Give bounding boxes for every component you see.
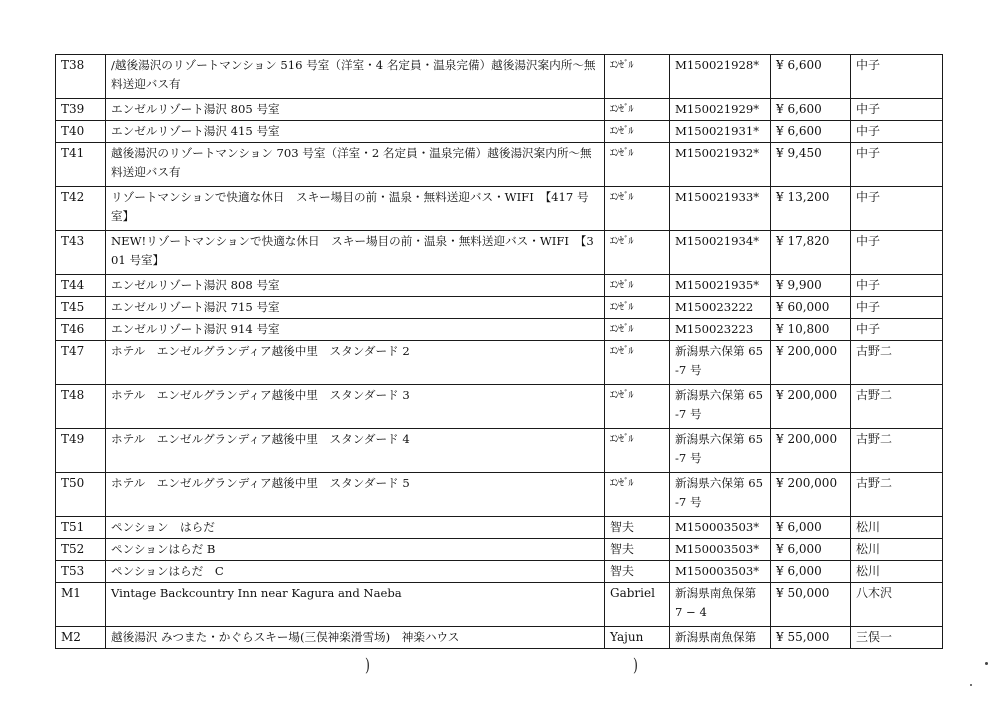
scan-speck bbox=[985, 662, 988, 665]
table-row bbox=[56, 539, 943, 561]
row-name: エンゼルリゾート湯沢 415 号室 bbox=[106, 121, 605, 143]
row-host: ｴﾝｾﾞﾙ bbox=[605, 297, 670, 319]
table-row bbox=[56, 385, 943, 429]
row-license-id: M150021935* bbox=[670, 275, 771, 297]
table-row bbox=[56, 561, 943, 583]
row-license-id: M150021934* bbox=[670, 231, 771, 275]
row-name: エンゼルリゾート湯沢 805 号室 bbox=[106, 99, 605, 121]
row-contact: 中子 bbox=[851, 297, 943, 319]
row-license-id: M150021932* bbox=[670, 143, 771, 187]
row-name: ペンションはらだ B bbox=[106, 539, 605, 561]
row-host: ｴﾝｾﾞﾙ bbox=[605, 231, 670, 275]
row-contact: 八木沢 bbox=[851, 583, 943, 627]
row-host: ｴﾝｾﾞﾙ bbox=[605, 473, 670, 517]
row-contact: 松川 bbox=[851, 561, 943, 583]
row-code: T45 bbox=[56, 297, 106, 319]
row-price: ¥ 6,000 bbox=[771, 539, 851, 561]
scan-mark-left: ) bbox=[365, 655, 370, 676]
row-license-id: 新潟県六保第 65-7 号 bbox=[670, 429, 771, 473]
row-contact: 古野二 bbox=[851, 429, 943, 473]
listing-table bbox=[55, 54, 943, 649]
row-name: ペンション はらだ bbox=[106, 517, 605, 539]
row-name: ホテル エンゼルグランディア越後中里 スタンダード 2 bbox=[106, 341, 605, 385]
row-name: ホテル エンゼルグランディア越後中里 スタンダード 5 bbox=[106, 473, 605, 517]
table-row bbox=[56, 275, 943, 297]
row-code: T52 bbox=[56, 539, 106, 561]
row-price: ¥ 200,000 bbox=[771, 385, 851, 429]
row-name: Vintage Backcountry Inn near Kagura and Naeba bbox=[106, 583, 605, 627]
row-name: 越後湯沢 みつまた・かぐらスキー場(三俣神楽滑雪场) 神楽ハウス bbox=[106, 627, 605, 649]
row-code: T53 bbox=[56, 561, 106, 583]
row-license-id: M150023222 bbox=[670, 297, 771, 319]
row-name: NEW!リゾートマンションで快適な休日 スキー場目の前・温泉・無料送迎バス・WIFI 【301 号室】 bbox=[106, 231, 605, 275]
row-price: ¥ 9,900 bbox=[771, 275, 851, 297]
table-body bbox=[56, 55, 943, 649]
row-contact: 古野二 bbox=[851, 385, 943, 429]
row-license-id: 新潟県六保第 65-7 号 bbox=[670, 385, 771, 429]
row-host: 智夫 bbox=[605, 539, 670, 561]
row-host: 智夫 bbox=[605, 561, 670, 583]
row-host: Gabriel bbox=[605, 583, 670, 627]
row-price: ¥ 6,600 bbox=[771, 99, 851, 121]
row-contact: 中子 bbox=[851, 55, 943, 99]
row-price: ¥ 55,000 bbox=[771, 627, 851, 649]
table-row bbox=[56, 297, 943, 319]
row-price: ¥ 200,000 bbox=[771, 473, 851, 517]
row-license-id: M150021928* bbox=[670, 55, 771, 99]
row-contact: 中子 bbox=[851, 231, 943, 275]
row-contact: 古野二 bbox=[851, 473, 943, 517]
row-price: ¥ 9,450 bbox=[771, 143, 851, 187]
row-price: ¥ 6,000 bbox=[771, 517, 851, 539]
row-price: ¥ 50,000 bbox=[771, 583, 851, 627]
row-name: /越後湯沢のリゾートマンション 516 号室（洋室・4 名定員・温泉完備）越後湯沢案内所〜無料送迎バス有 bbox=[106, 55, 605, 99]
table-row bbox=[56, 55, 943, 99]
row-host: ｴﾝｾﾞﾙ bbox=[605, 429, 670, 473]
table-row bbox=[56, 99, 943, 121]
table-row bbox=[56, 517, 943, 539]
row-code: T46 bbox=[56, 319, 106, 341]
row-license-id: M150003503* bbox=[670, 517, 771, 539]
row-host: ｴﾝｾﾞﾙ bbox=[605, 99, 670, 121]
row-price: ¥ 6,600 bbox=[771, 55, 851, 99]
row-host: Yajun bbox=[605, 627, 670, 649]
row-code: M1 bbox=[56, 583, 106, 627]
row-code: T48 bbox=[56, 385, 106, 429]
row-contact: 中子 bbox=[851, 319, 943, 341]
row-license-id: M150023223 bbox=[670, 319, 771, 341]
row-license-id: 新潟県南魚保第 7 − 4 bbox=[670, 583, 771, 627]
row-license-id: M150021933* bbox=[670, 187, 771, 231]
row-license-id: 新潟県六保第 65-7 号 bbox=[670, 473, 771, 517]
row-price: ¥ 17,820 bbox=[771, 231, 851, 275]
row-name: エンゼルリゾート湯沢 715 号室 bbox=[106, 297, 605, 319]
row-host: ｴﾝｾﾞﾙ bbox=[605, 385, 670, 429]
row-code: T44 bbox=[56, 275, 106, 297]
row-contact: 松川 bbox=[851, 517, 943, 539]
scan-mark-right: ) bbox=[633, 655, 638, 676]
row-host: ｴﾝｾﾞﾙ bbox=[605, 187, 670, 231]
row-host: ｴﾝｾﾞﾙ bbox=[605, 121, 670, 143]
row-name: エンゼルリゾート湯沢 808 号室 bbox=[106, 275, 605, 297]
row-code: T41 bbox=[56, 143, 106, 187]
row-price: ¥ 10,800 bbox=[771, 319, 851, 341]
row-license-id: M150021929* bbox=[670, 99, 771, 121]
row-contact: 松川 bbox=[851, 539, 943, 561]
row-code: T40 bbox=[56, 121, 106, 143]
row-host: ｴﾝｾﾞﾙ bbox=[605, 143, 670, 187]
row-code: T47 bbox=[56, 341, 106, 385]
row-license-id: M150021931* bbox=[670, 121, 771, 143]
row-host: 智夫 bbox=[605, 517, 670, 539]
row-license-id: M150003503* bbox=[670, 561, 771, 583]
row-price: ¥ 13,200 bbox=[771, 187, 851, 231]
row-contact: 中子 bbox=[851, 275, 943, 297]
row-name: ホテル エンゼルグランディア越後中里 スタンダード 3 bbox=[106, 385, 605, 429]
row-name: ホテル エンゼルグランディア越後中里 スタンダード 4 bbox=[106, 429, 605, 473]
row-license-id: M150003503* bbox=[670, 539, 771, 561]
row-host: ｴﾝｾﾞﾙ bbox=[605, 341, 670, 385]
table-row bbox=[56, 231, 943, 275]
row-name: リゾートマンションで快適な休日 スキー場目の前・温泉・無料送迎バス・WIFI 【417 号室】 bbox=[106, 187, 605, 231]
row-price: ¥ 6,600 bbox=[771, 121, 851, 143]
row-contact: 三俣一 bbox=[851, 627, 943, 649]
row-contact: 古野二 bbox=[851, 341, 943, 385]
scan-speck bbox=[970, 684, 972, 686]
row-code: T38 bbox=[56, 55, 106, 99]
row-code: T43 bbox=[56, 231, 106, 275]
row-name: 越後湯沢のリゾートマンション 703 号室（洋室・2 名定員・温泉完備）越後湯沢案内所〜無料送迎バス有 bbox=[106, 143, 605, 187]
table-row bbox=[56, 583, 943, 627]
table-row bbox=[56, 473, 943, 517]
row-host: ｴﾝｾﾞﾙ bbox=[605, 275, 670, 297]
row-contact: 中子 bbox=[851, 99, 943, 121]
row-price: ¥ 200,000 bbox=[771, 341, 851, 385]
table-row bbox=[56, 429, 943, 473]
table-row bbox=[56, 627, 943, 649]
row-license-id: 新潟県南魚保第 bbox=[670, 627, 771, 649]
row-price: ¥ 6,000 bbox=[771, 561, 851, 583]
row-name: エンゼルリゾート湯沢 914 号室 bbox=[106, 319, 605, 341]
row-code: T49 bbox=[56, 429, 106, 473]
row-name: ペンションはらだ C bbox=[106, 561, 605, 583]
row-code: T42 bbox=[56, 187, 106, 231]
row-code: T50 bbox=[56, 473, 106, 517]
row-host: ｴﾝｾﾞﾙ bbox=[605, 319, 670, 341]
row-code: M2 bbox=[56, 627, 106, 649]
table-row bbox=[56, 121, 943, 143]
table-row bbox=[56, 319, 943, 341]
table-row bbox=[56, 341, 943, 385]
row-price: ¥ 200,000 bbox=[771, 429, 851, 473]
row-contact: 中子 bbox=[851, 121, 943, 143]
row-host: ｴﾝｾﾞﾙ bbox=[605, 55, 670, 99]
row-code: T51 bbox=[56, 517, 106, 539]
row-contact: 中子 bbox=[851, 187, 943, 231]
row-code: T39 bbox=[56, 99, 106, 121]
row-price: ¥ 60,000 bbox=[771, 297, 851, 319]
table-row bbox=[56, 143, 943, 187]
row-contact: 中子 bbox=[851, 143, 943, 187]
row-license-id: 新潟県六保第 65-7 号 bbox=[670, 341, 771, 385]
table-row bbox=[56, 187, 943, 231]
